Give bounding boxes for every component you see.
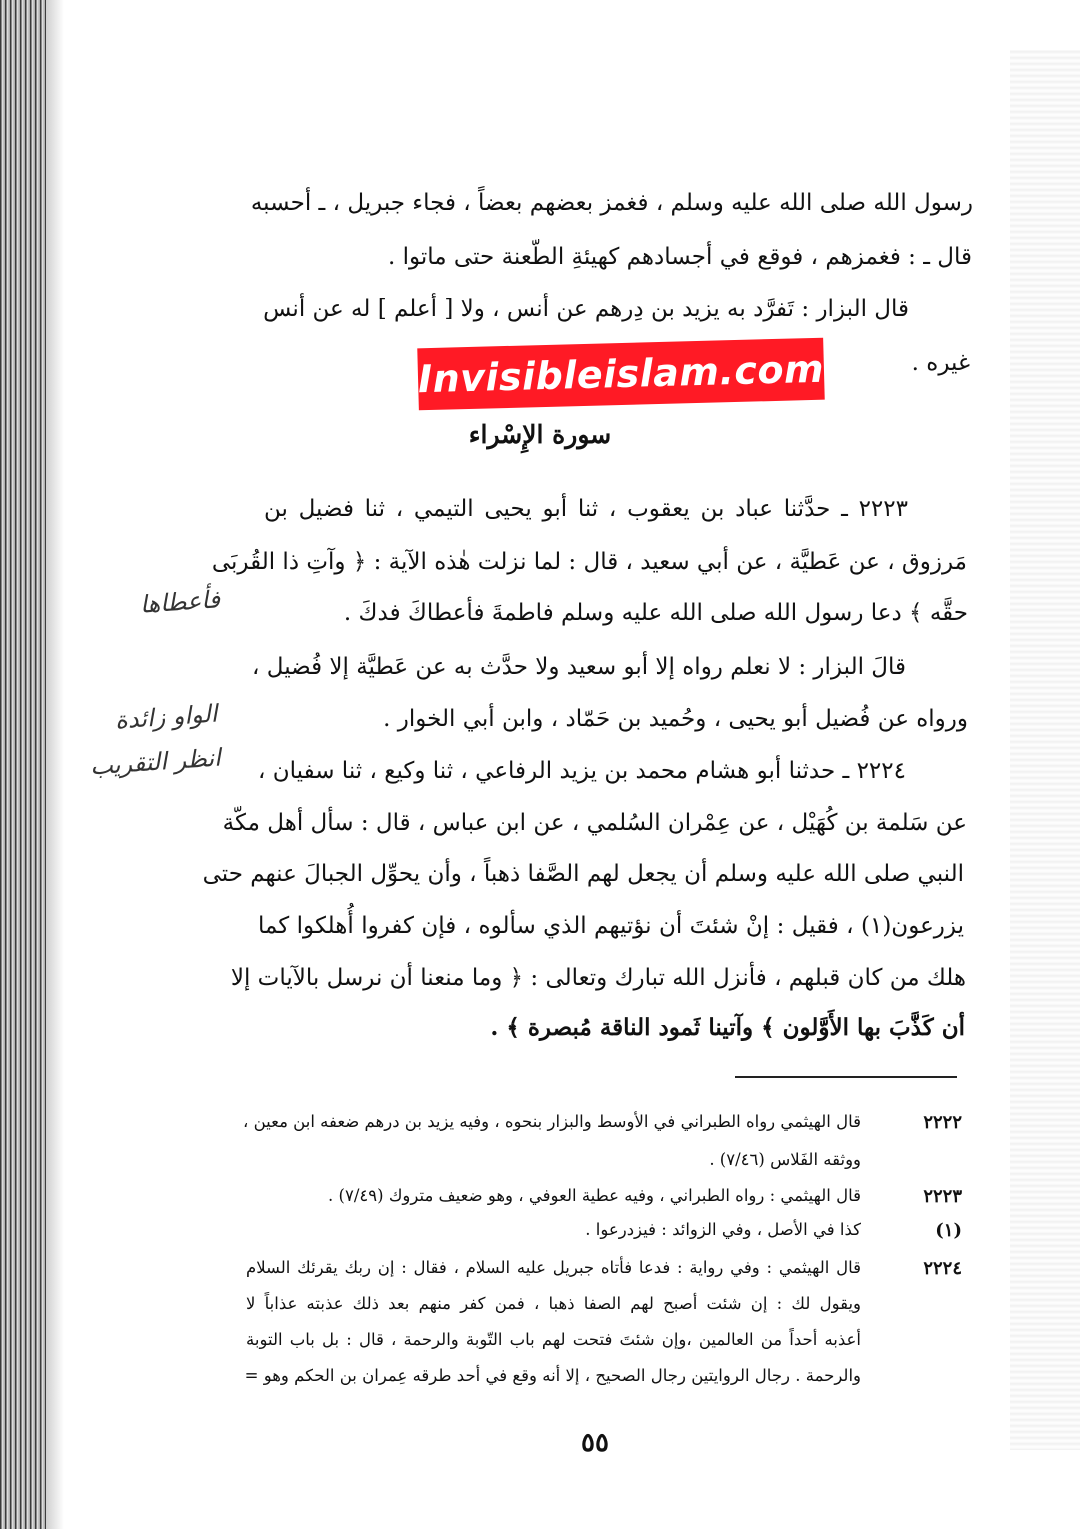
body-line-1: رسول الله صلى الله عليه وسلم ، فغمز بعضهم بعضاً ، فجاء جبريل ، ـ أحسبه — [250, 190, 973, 216]
page-binding-shadow — [46, 0, 64, 1529]
margin-note-3: انظر التقريب — [89, 743, 222, 781]
body-line-2: قال ـ : فغمزهم ، فوقع في أجسادهم كهيئةِ الطّعنة حتى ماتوا . — [388, 244, 972, 270]
watermark-text: Invisibleislam.com — [417, 346, 825, 402]
scan-noise — [1010, 50, 1080, 1450]
hadith-2223-line-5: ورواه عن فُضيل أبو يحيى ، وحُميد بن حَمّاد ، وابن أبي الخوار . — [383, 706, 968, 732]
footnote-line: والرحمة . رجال الروايتين رجال الصحيح ، إلا أنه وقع في أحد طرقه عِمران بن الحكم وهو = — [244, 1366, 861, 1385]
body-line-4: غيره . — [911, 350, 970, 376]
hadith-2223-line-3: حقَّه ﴾ دعا رسول الله صلى الله عليه وسلم فاطمةَ فأعطاكَ فدكَ . — [343, 600, 968, 626]
hadith-2224-line-1: ٢٢٢٤ ـ حدثنا أبو هشام محمد بن يزيد الرفاعي ، ثنا وكيع ، ثنا سفيان ، — [258, 758, 906, 784]
hadith-2224-line-3: النبي صلى الله عليه وسلم أن يجعل لهم الصَّفا ذهباً ، وأن يحوِّل الجبالَ عنهم حتى — [202, 861, 964, 887]
watermark-banner — [417, 338, 824, 411]
hadith-2224-line-2: عن سَلمة بن كُهَيْل ، عن عِمْران السُلمي ، عن ابن عباس ، قال : سأل أهل مكّة — [222, 810, 967, 836]
footnote-line: ووثقه الفَلاس (٧/٤٦) . — [709, 1150, 861, 1169]
footnote-line: قال الهيثمي رواه الطبراني في الأوسط والبزار بنحوه ، وفيه يزيد بن درهم ضعفه ابن معين ، — [243, 1112, 861, 1131]
footnote-line: ويقول لك : إن شئت أصبح لهم الصفا ذهبا ، فمن كفر منهم بعد ذلك عذبته عذاباً لا — [246, 1294, 861, 1313]
hadith-2224-line-5: هلك من كان قبلهم ، فأنزل الله تبارك وتعالى : ﴿ وما منعنا أن نرسل بالآيات إلا — [230, 965, 966, 991]
margin-note-2: الواو زائدة — [114, 699, 219, 735]
footnote-line: أعذبه أحداً من العالمين ،وإن شئتَ فتحت لهم باب التّوبة والرحمة ، قال : بل باب التوبة — [246, 1330, 861, 1349]
hadith-2223-line-1: ٢٢٢٣ ـ حدَّثنا عباد بن يعقوب ، ثنا أبو يحيى التيمي ، ثنا فضيل بن — [264, 496, 908, 522]
hadith-2224-line-6: أن كَذَّبَ بها الأَوَّلون ﴾ وآتينا ثَمود الناقة مُبصرة ﴾ . — [490, 1014, 965, 1041]
hadith-2224-line-4: يزرعون(١) ، فقيل : إنْ شئتَ أن نؤتيهم الذي سألوه ، فإن كفروا أُهلكوا كما — [258, 913, 964, 939]
hadith-2223-line-2: مَرزوق ، عن عَطيَّة ، عن أبي سعيد ، قال : لما نزلت هٰذه الآية : ﴿ وآتِ ذا القُربَى — [211, 549, 967, 575]
footnote-line: كذا في الأصل ، وفي الزوائد : فيزدرعوا . — [585, 1220, 861, 1239]
footnote-separator — [735, 1076, 957, 1078]
section-title: سورة الإِسْراء — [468, 420, 612, 449]
footnote-number: (١) — [935, 1220, 962, 1241]
margin-note-1: فأعطاها — [139, 585, 221, 619]
footnote-number: ٢٢٢٢ — [923, 1112, 962, 1133]
page-binding-edge — [0, 0, 46, 1529]
footnote-number: ٢٢٢٤ — [923, 1258, 962, 1279]
footnote-line: قال الهيثمي : رواه الطبراني ، وفيه عطية العوفي ، وهو ضعيف متروك (٧/٤٩) . — [328, 1186, 861, 1205]
body-line-3: قال البزار : تَفرَّد به يزيد بن دِرهم عن أنس ، ولا [ أعلم ] له عن أنس — [263, 296, 909, 322]
footnote-number: ٢٢٢٣ — [923, 1186, 962, 1207]
page-number: ٥٥ — [581, 1428, 609, 1458]
hadith-2223-line-4: قالَ البزار : لا نعلم رواه إلا أبو سعيد ولا حدَّث به عن عَطيَّة إلا فُضيل ، — [252, 654, 906, 680]
footnote-line: قال الهيثمي : وفي رواية : فدعا فأتاه جبريل عليه السلام ، فقال : إن ربك يقرئك السلام — [246, 1258, 861, 1277]
